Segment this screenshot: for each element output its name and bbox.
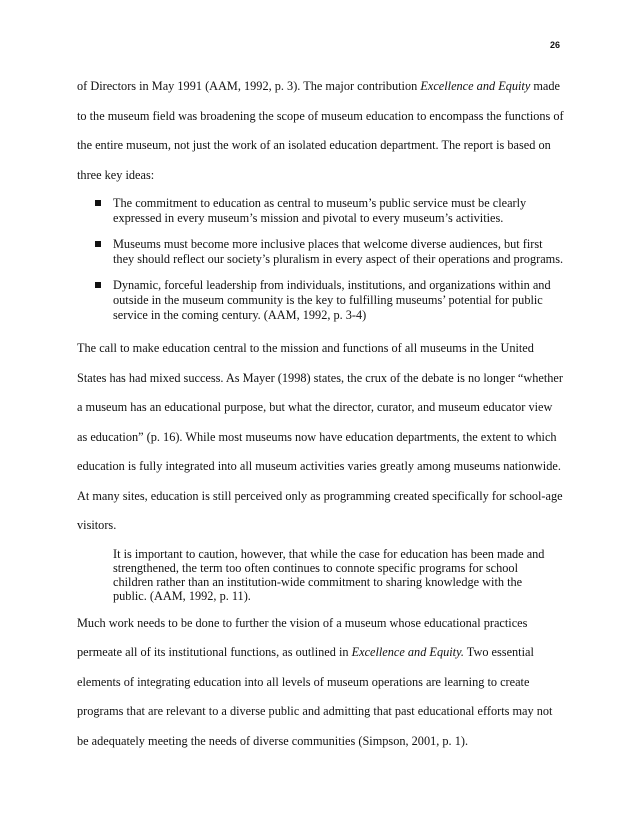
paragraph-intro xyxy=(77,72,565,190)
book-title-italic: Excellence and Equity. xyxy=(351,645,464,660)
paragraph-conclusion-text-1: Much work needs to be done to further the vision of a museum whose educational practices permeate all of its institutional functions, as outlined in xyxy=(77,615,528,660)
square-bullet-icon xyxy=(95,282,101,288)
list-item xyxy=(77,237,565,266)
square-bullet-icon xyxy=(95,200,101,206)
key-ideas-list xyxy=(77,196,565,322)
paragraph-conclusion xyxy=(77,609,565,757)
book-title-italic: Excellence and Equity xyxy=(420,79,531,93)
paragraph-mixed-success: The call to make education central to the mission and functions of all museums in the United States has had mixed success. As Mayer (1998) states, the crux of the debate is no longer “whether a museum has an educational purpose, but what the director, curator, and museum educator view as education” (p. 16). While most museums now have education departments, the extent to which education is fully integrated into all museum activities varies greatly among museums nationwide. At many sites, education is still perceived only as programming created specifically for school-age visitors. xyxy=(77,341,563,533)
page-number: 26 xyxy=(549,40,560,50)
list-item-text: Museums must become more inclusive places that welcome diverse audiences, but first they should reflect our society’s pluralism in every aspect of their operations and programs. xyxy=(113,237,564,266)
paragraph-intro-text-2: made to the museum field was broadening the scope of museum education to encompass the functions of the entire museum, not just the work of an isolated education department. The report is based on three key ideas: xyxy=(77,79,564,182)
paragraph-intro-text-1: of Directors in May 1991 (AAM, 1992, p. 3). The major contribution xyxy=(77,79,421,93)
list-item xyxy=(77,196,565,225)
square-bullet-icon xyxy=(95,241,101,247)
block-quote: It is important to caution, however, that while the case for education has been made and strengthened, the term too often continues to connote specific programs for school children rather than an institution-wide commitment to sharing knowledge with the public. (AAM, 1992, p. 11). xyxy=(113,546,545,603)
list-item-text: Dynamic, forceful leadership from individuals, institutions, and organizations within and outside in the museum community is the key to fulfilling museums’ potential for public service in the coming century. (AAM, 1992, p. 3-4) xyxy=(113,278,551,322)
list-item-text: The commitment to education as central to museum’s public service must be clearly expressed in every museum’s mission and pivotal to every museum’s activities. xyxy=(113,196,527,225)
body-text xyxy=(77,72,565,756)
list-item xyxy=(77,278,565,322)
paragraph-conclusion-text-2: Two essential elements of integrating education into all levels of museum operations are learning to create programs that are relevant to a diverse public and admitting that past educational efforts may not be adequately meeting the needs of diverse communities (Simpson, 2001, p. 1). xyxy=(77,645,553,748)
